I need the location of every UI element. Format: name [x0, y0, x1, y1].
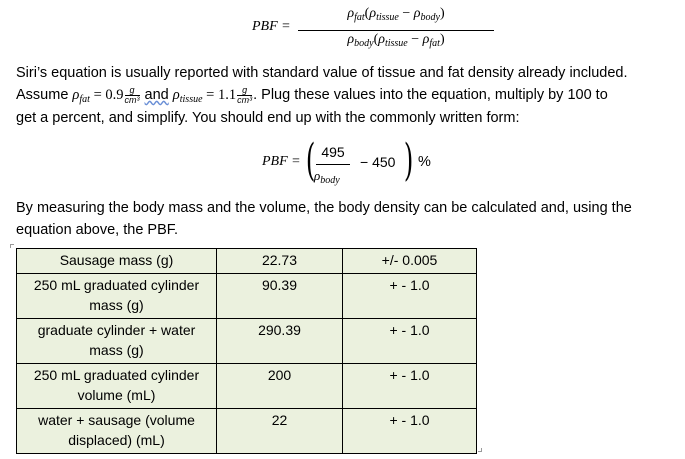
row-uncertainty: + - 1.0 — [343, 364, 477, 409]
siri-equation-simplified — [262, 135, 442, 190]
row-value: 290.39 — [217, 319, 343, 364]
row-label: water + sausage (volume displaced) (mL) — [17, 409, 217, 454]
eq1-fraction-bar — [298, 30, 494, 31]
row-uncertainty: + - 1.0 — [343, 274, 477, 319]
eq1-denominator: $\rho_{body}(\rho_{tissue} - \rho_{fat})$ — [347, 32, 445, 49]
eq2-minus-450: − 450 — [360, 154, 396, 170]
row-label: 250 mL graduated cylinder mass (g) — [17, 274, 217, 319]
table-row — [17, 319, 477, 364]
and-word: and — [144, 87, 169, 103]
row-label: Sausage mass (g) — [17, 249, 217, 274]
paragraph-siri-line2: Assume $\rho_{fat} = 0.9$ $\frac{g}{\text{cm³}}$ and $\rho_{tissue} = 1.1$ $\frac{g}{\text{cm³}}$ . Plug these values into the equation, multiply by 100 to — [16, 84, 608, 105]
row-value: 22.73 — [217, 249, 343, 274]
table-row — [17, 364, 477, 409]
table-row — [17, 274, 477, 319]
row-uncertainty: + - 1.0 — [343, 319, 477, 364]
eq2-percent: % — [418, 154, 431, 170]
row-value: 90.39 — [217, 274, 343, 319]
measurement-table — [16, 248, 477, 454]
paragraph-siri-line1: Siri’s equation is usually reported with standard value of tissue and fat density already included. — [16, 65, 628, 81]
eq2-numerator: 495 — [321, 144, 345, 160]
eq2-fraction-bar — [316, 164, 350, 165]
row-value: 200 — [217, 364, 343, 409]
paragraph-measure-line2: equation above, the PBF. — [16, 222, 179, 238]
unit-fraction-tissue: $\frac{g}{\text{cm³}}$ — [237, 84, 253, 105]
table-row — [17, 409, 477, 454]
paragraph-siri-line3: get a percent, and simplify. You should end up with the commonly written form: — [16, 110, 520, 126]
eq2-lhs: PBF = — [262, 154, 301, 169]
table-corner-mark — [478, 448, 482, 452]
row-label: graduate cylinder + water mass (g) — [17, 319, 217, 364]
row-value: 22 — [217, 409, 343, 454]
eq2-close-paren: ) — [403, 135, 414, 186]
table-row — [17, 249, 477, 274]
row-label: 250 mL graduated cylinder volume (mL) — [17, 364, 217, 409]
unit-fraction-fat: $\frac{g}{\text{cm³}}$ — [124, 84, 140, 105]
eq1-numerator: $\rho_{fat}(\rho_{tissue} - \rho_{body})$ — [347, 6, 445, 23]
table-corner-mark — [10, 244, 14, 248]
eq2-denominator: $\rho_{body}$ — [314, 168, 340, 186]
row-uncertainty: +/- 0.005 — [343, 249, 477, 274]
eq2-open-paren: ( — [305, 135, 316, 186]
eq1-lhs: PBF = — [252, 19, 291, 34]
paragraph-measure-line1: By measuring the body mass and the volume, the body density can be calculated and, using the — [16, 200, 632, 216]
row-uncertainty: + - 1.0 — [343, 409, 477, 454]
